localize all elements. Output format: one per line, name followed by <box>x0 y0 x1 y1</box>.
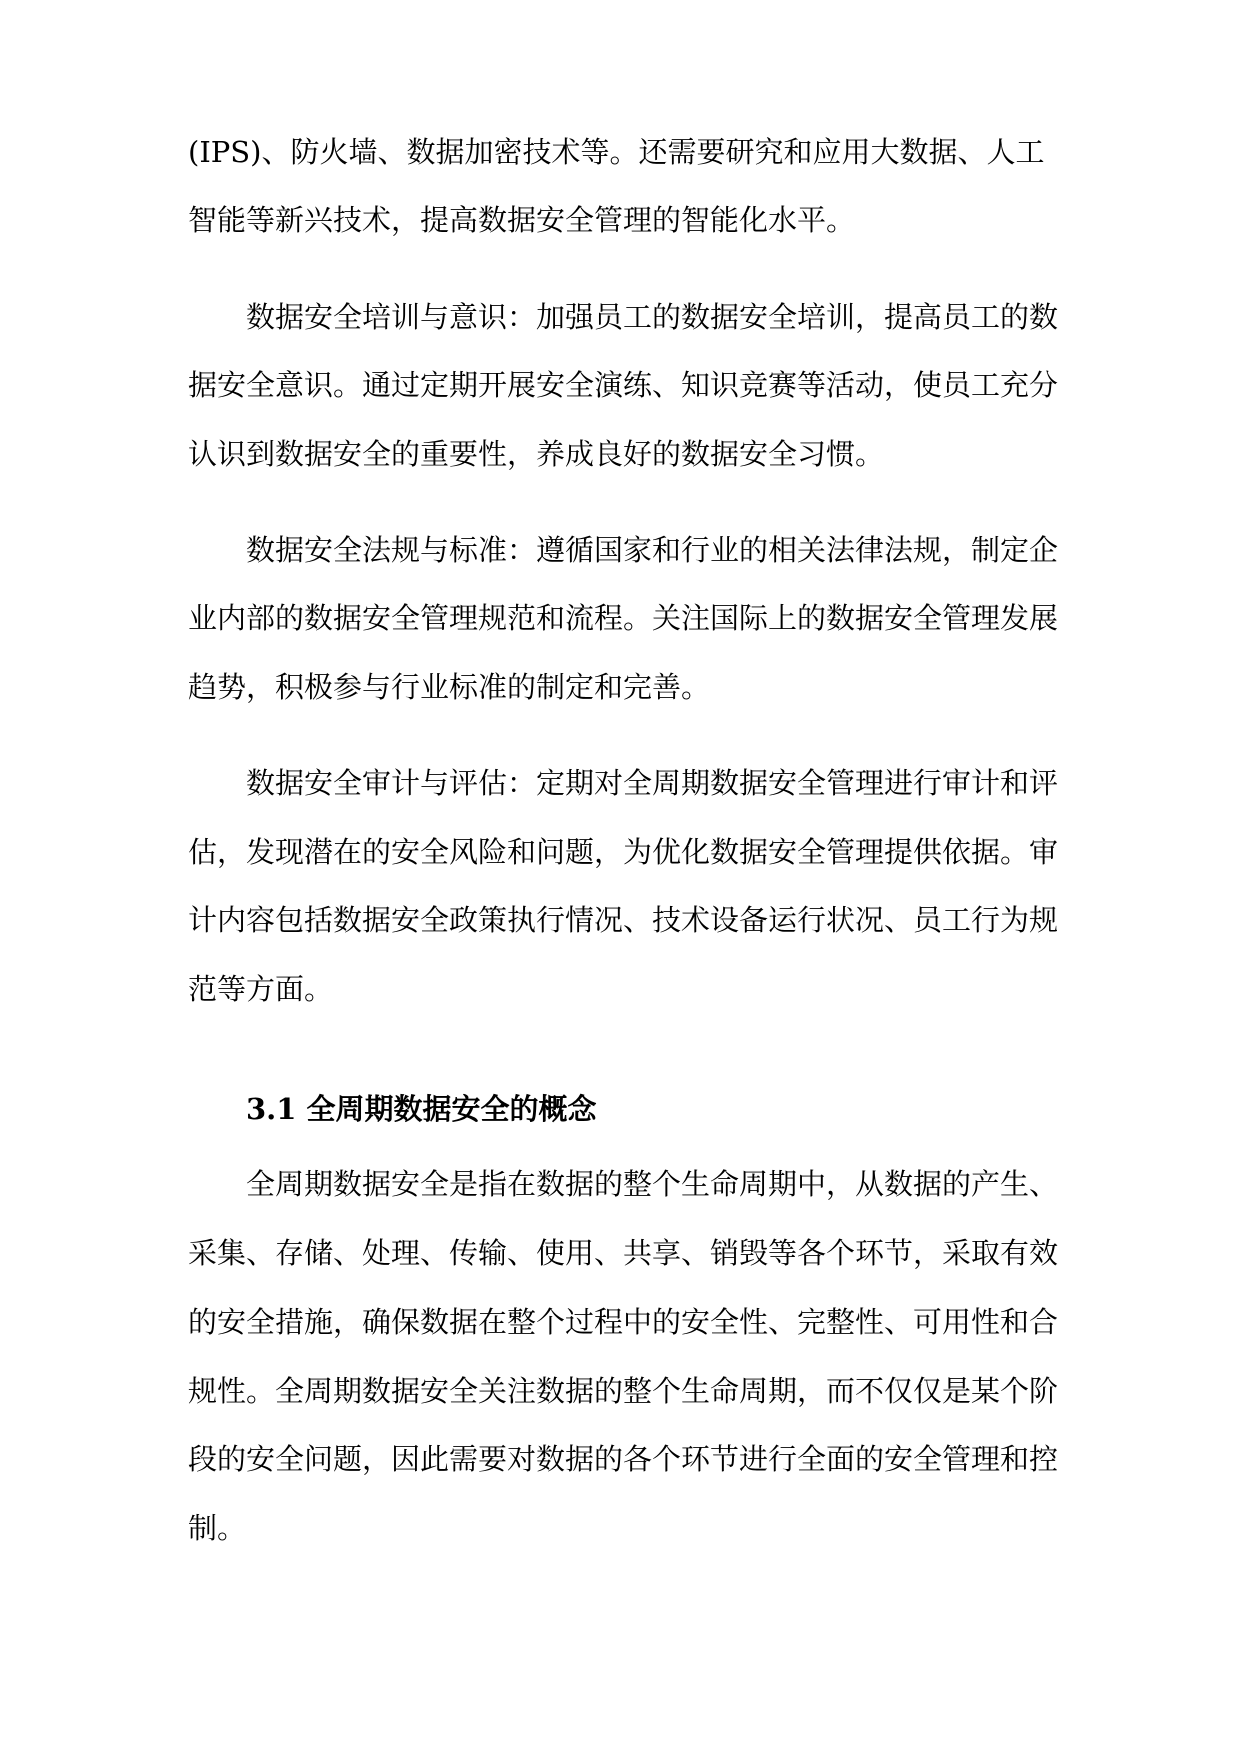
paragraph-line: 据安全意识。通过定期开展安全演练、知识竞赛等活动，使员工充分 <box>188 368 1059 402</box>
paragraph-line: (IPS)、防火墙、数据加密技术等。还需要研究和应用大数据、人工 <box>188 135 1045 169</box>
paragraph-line: 的安全措施，确保数据在整个过程中的安全性、完整性、可用性和合 <box>188 1305 1059 1339</box>
paragraph-line: 数据安全审计与评估：定期对全周期数据安全管理进行审计和评 <box>246 766 1059 800</box>
paragraph-line: 规性。全周期数据安全关注数据的整个生命周期，而不仅仅是某个阶 <box>188 1374 1059 1408</box>
paragraph-line: 段的安全问题，因此需要对数据的各个环节进行全面的安全管理和控 <box>188 1442 1059 1476</box>
paragraph-line: 全周期数据安全是指在数据的整个生命周期中，从数据的产生、 <box>246 1167 1059 1201</box>
paragraph-line: 制。 <box>188 1511 247 1545</box>
paragraph-line: 业内部的数据安全管理规范和流程。关注国际上的数据安全管理发展 <box>188 601 1059 635</box>
paragraph-line: 估，发现潜在的安全风险和问题，为优化数据安全管理提供依据。审 <box>188 835 1059 869</box>
paragraph-line: 范等方面。 <box>188 972 334 1006</box>
paragraph-line: 采集、存储、处理、传输、使用、共享、销毁等各个环节，采取有效 <box>188 1236 1059 1270</box>
paragraph-line: 数据安全法规与标准：遵循国家和行业的相关法律法规，制定企 <box>246 533 1059 567</box>
paragraph-line: 认识到数据安全的重要性，养成良好的数据安全习惯。 <box>188 437 885 471</box>
section-heading: 3.1 全周期数据安全的概念 <box>246 1092 597 1126</box>
paragraph-line: 趋势，积极参与行业标准的制定和完善。 <box>188 670 711 704</box>
paragraph-line: 智能等新兴技术，提高数据安全管理的智能化水平。 <box>188 203 856 237</box>
paragraph-line: 计内容包括数据安全政策执行情况、技术设备运行状况、员工行为规 <box>188 903 1059 937</box>
paragraph-line: 数据安全培训与意识：加强员工的数据安全培训，提高员工的数 <box>246 300 1059 334</box>
